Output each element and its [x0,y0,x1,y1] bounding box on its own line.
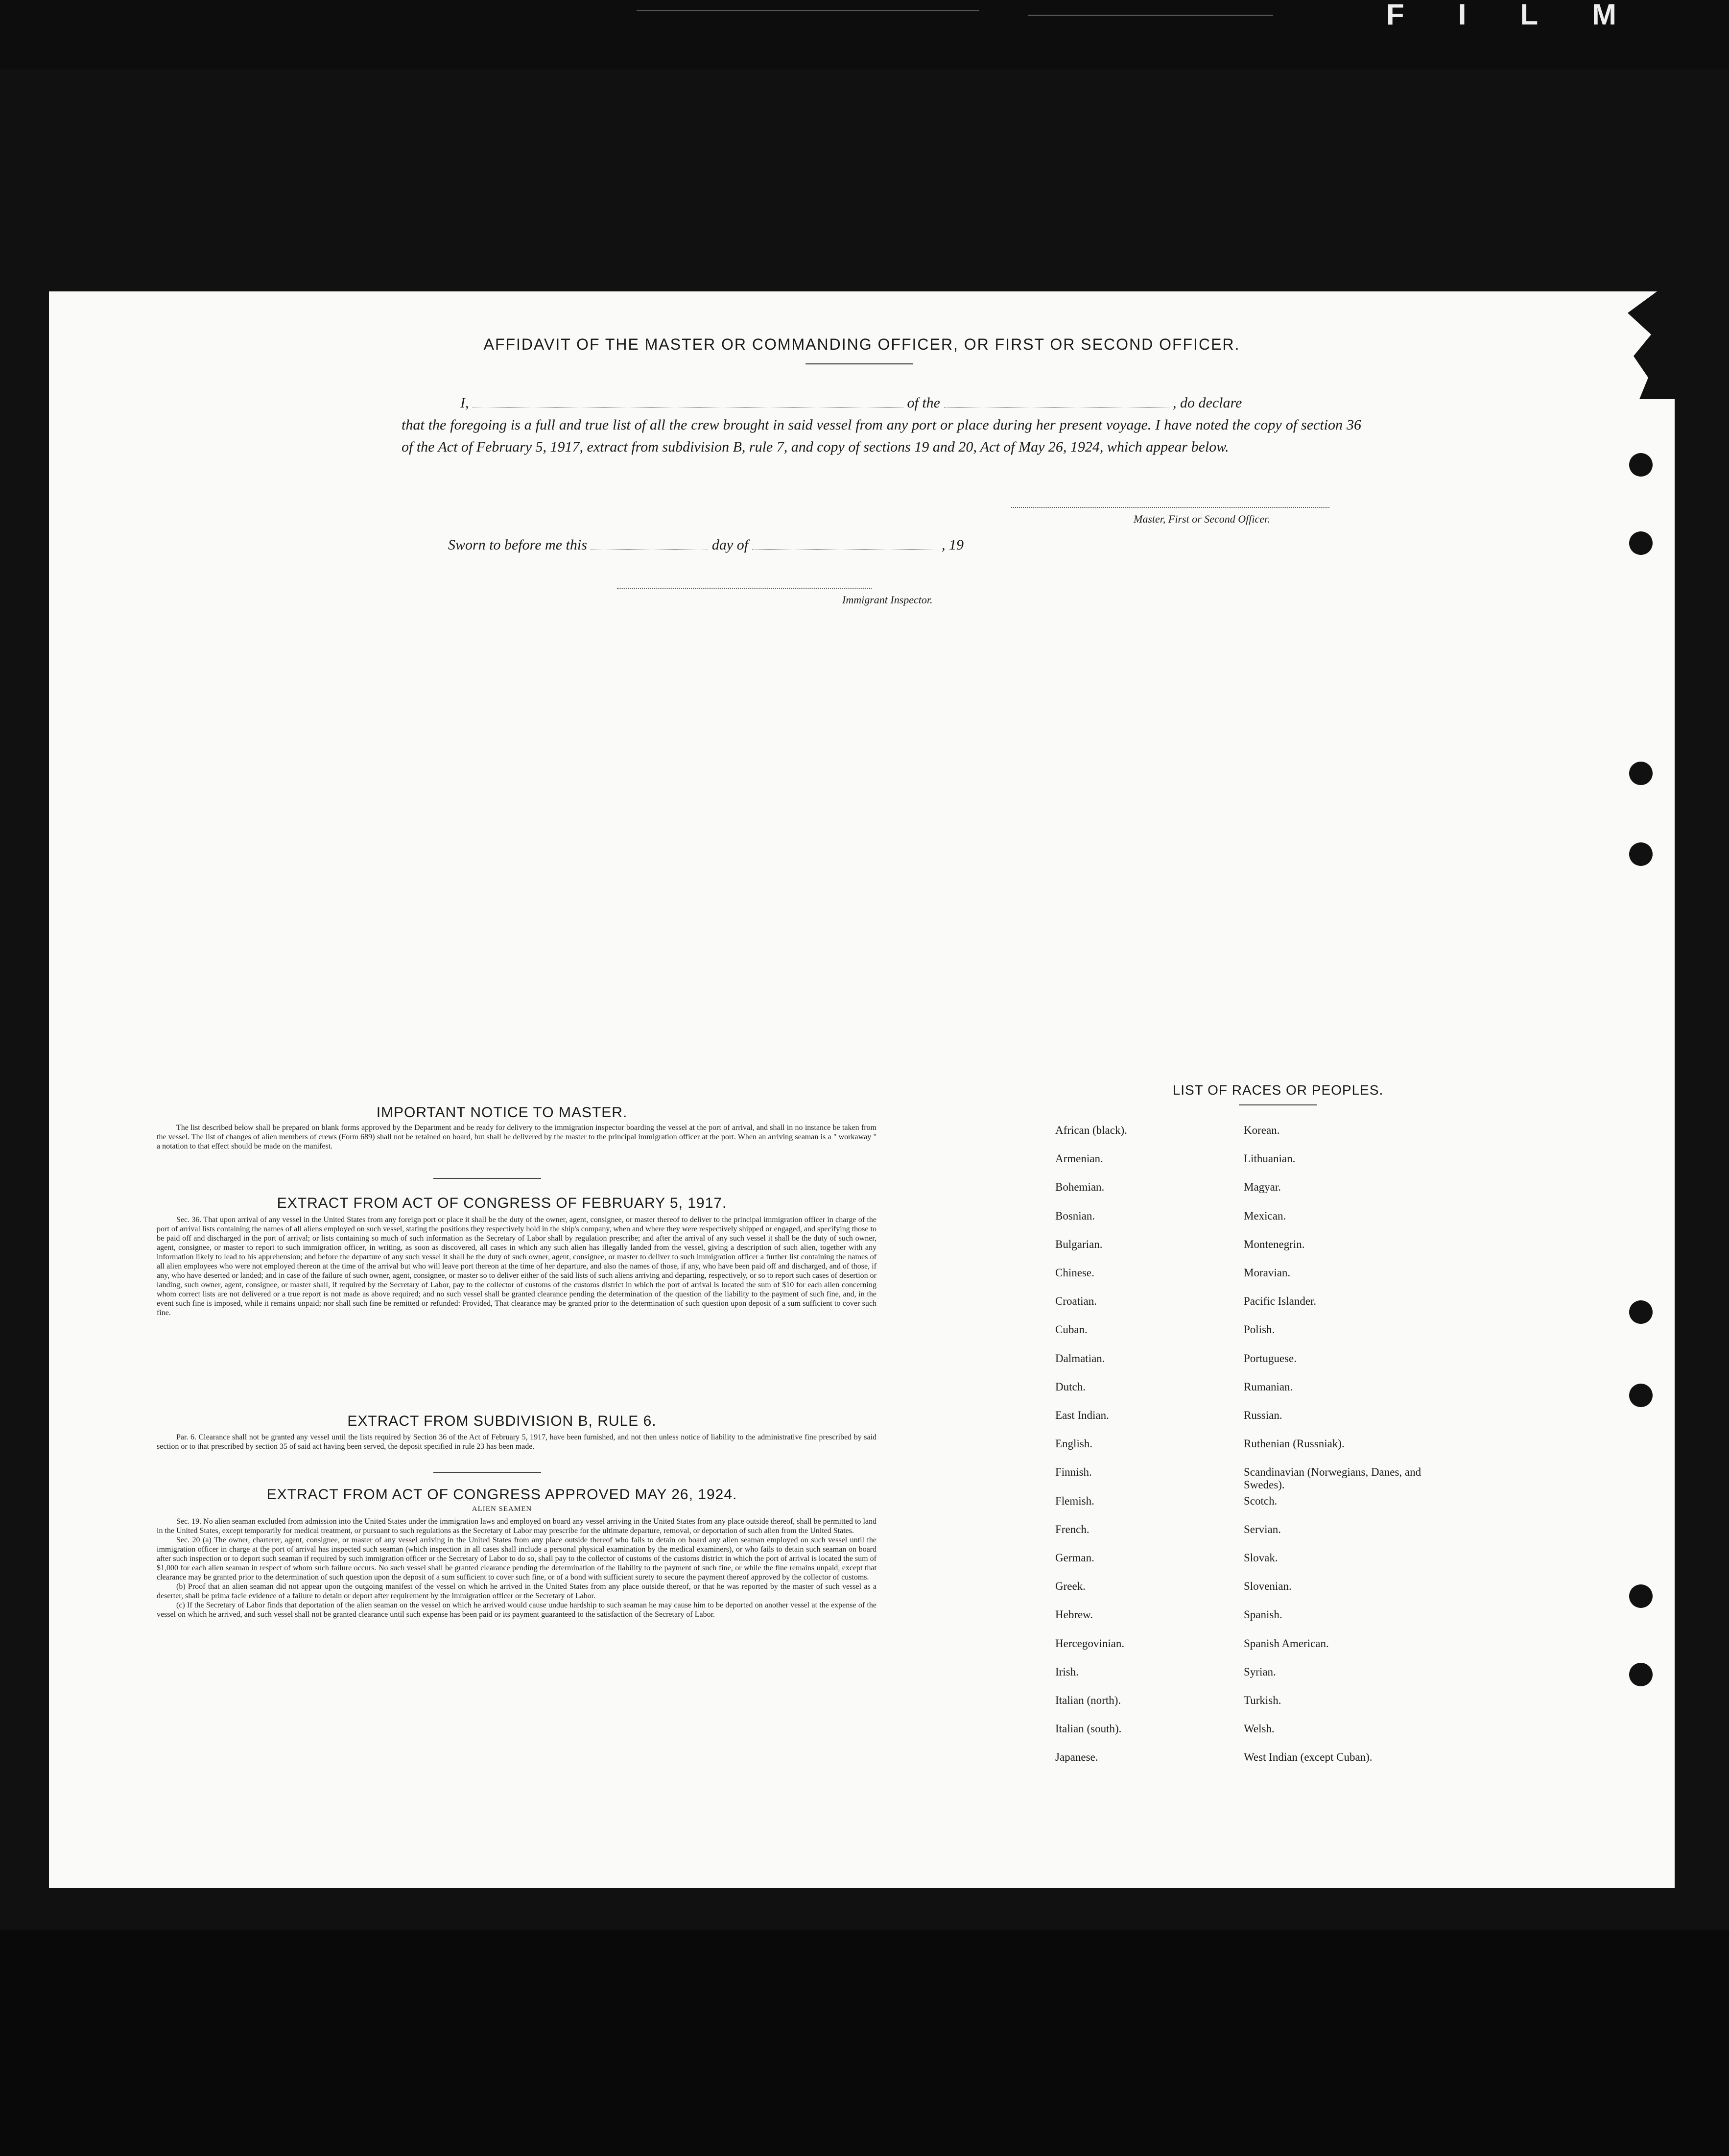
race-item: Pacific Islander. [1244,1295,1317,1308]
vessel-blank[interactable] [944,393,1169,407]
affidavit-of-the: of the [907,395,940,411]
rule6-text [157,1433,876,1451]
punch-hole [1629,453,1653,477]
race-item: Turkish. [1244,1694,1281,1706]
race-item: Servian. [1244,1523,1281,1535]
sec19-paragraph: Sec. 19. No alien seaman excluded from admission into the United States under the immigration laws and employed on board any vessel arriving in the United States from any place outside thereof, shall be permitted to land in the United States, except temporarily for medical treatment, or pursuant to such regulations as the Secretary of Labor may prescribe for the ultimate departure, removal, or deportation of such alien from the United States. [157,1517,876,1535]
race-item: German. [1055,1552,1094,1564]
race-item: Spanish. [1244,1608,1282,1621]
affidavit-first-line [402,392,1361,414]
affidavit-title: AFFIDAVIT OF THE MASTER OR COMMANDING OFFICER, OR FIRST OR SECOND OFFICER. [483,335,1240,353]
punch-hole [1629,531,1653,555]
film-scratch [1028,15,1273,16]
race-item: French. [1055,1523,1090,1535]
race-item: Dutch. [1055,1380,1086,1393]
race-item: Bulgarian. [1055,1238,1103,1250]
race-item: English. [1055,1437,1093,1450]
sworn-day-blank[interactable] [591,536,708,550]
sworn-day-of: day of [711,537,749,553]
race-item: Flemish. [1055,1494,1094,1507]
name-blank[interactable] [473,393,903,407]
race-item: Irish. [1055,1665,1079,1678]
extract-1924-title: EXTRACT FROM ACT OF CONGRESS APPROVED MAY 26, 1924. [266,1486,737,1503]
race-item: Mexican. [1244,1209,1286,1222]
punch-hole [1629,1300,1653,1324]
race-item: Japanese. [1055,1751,1098,1764]
race-item: Armenian. [1055,1152,1103,1165]
race-item: Syrian. [1244,1665,1276,1678]
race-item: Bohemian. [1055,1181,1105,1194]
inspector-caption: Immigrant Inspector. [842,594,933,606]
race-item: Ruthenian (Russniak). [1244,1437,1345,1450]
notice-text [157,1123,876,1151]
race-item: Finnish. [1055,1466,1092,1479]
punch-hole [1629,842,1653,866]
sec20b-paragraph: (b) Proof that an alien seaman did not appear upon the outgoing manifest of the vessel on which he arrived in the United States from any place outside thereof, or that he was reported by the master of such vessel as a deserter, shall be prima facie evidence of a failure to detain or deport after requirement by the immigration officer or the Secretary of Labor. [157,1582,876,1600]
race-item: Bosnian. [1055,1209,1095,1222]
race-item: Slovenian. [1244,1580,1292,1593]
race-item: Montenegrin. [1244,1238,1305,1250]
race-item: Moravian. [1244,1267,1291,1279]
race-item: Slovak. [1244,1552,1278,1564]
race-item: Scotch. [1244,1494,1278,1507]
punch-hole [1629,1663,1653,1686]
punch-hole [1629,1384,1653,1407]
race-item: West Indian (except Cuban). [1244,1751,1373,1764]
race-item: Portuguese. [1244,1352,1297,1365]
race-item: Scandinavian (Norwegians, Danes, and Swedes). [1244,1466,1421,1491]
races-divider [1239,1104,1317,1105]
master-signature-line[interactable] [1011,507,1329,508]
race-item: Hebrew. [1055,1608,1093,1621]
race-item: Lithuanian. [1244,1152,1296,1165]
film-bottom-band [0,1930,1729,2156]
race-item: Korean. [1244,1124,1280,1136]
document-page [49,291,1675,1888]
race-item: East Indian. [1055,1409,1109,1421]
alien-seamen-subtitle: ALIEN SEAMEN [472,1505,532,1513]
sec20a-paragraph: Sec. 20 (a) The owner, charterer, agent, consignee, or master of any vessel arriving in the United States from any place outside thereof who fails to detain on board any alien seaman employed on such vessel until the immigration officer in charge at the port of arrival has inspected such seaman (which inspection in all cases shall include a personal physical examination by the medical examiners), or who fails to detain such seaman on board after such inspection or to deport such seaman if required by such immigration officer or the Secretary of Labor to do so, shall pay to the collector of customs of the customs district in which the port of arrival is located the sum of $1,000 for each alien seaman in respect of whom such failure occurs. No such vessel shall be granted clearance pending the determination of the liability to the payment of such fine, or while the fine remains unpaid, except that clearance may be granted prior to the determination of such question upon the deposit of a sum sufficient to cover such fine, or of a bond with sufficient surety to secure the payment thereof approved by the collector of customs. [157,1536,876,1581]
race-item: Rumanian. [1244,1380,1293,1393]
notice-paragraph: The list described below shall be prepared on blank forms approved by the Department and be ready for delivery to the immigration inspector boarding the vessel at the port of arrival, and shall in no instance be taken from the vessel. The list of changes of alien members of crews (Form 689) shall not be retained on board, but shall be delivered by the master to the principal immigration officer at the port. When an arriving seaman is a " workaway " a notation to that effect should be made on the manifest. [157,1124,876,1150]
race-item: Dalmatian. [1055,1352,1105,1365]
race-item: Greek. [1055,1580,1086,1593]
sworn-line [448,536,964,553]
sworn-prefix: Sworn to before me this [448,537,587,553]
race-item: Hercegovinian. [1055,1637,1125,1650]
race-item: Croatian. [1055,1295,1097,1308]
race-item: Italian (south). [1055,1723,1122,1735]
race-item: Magyar. [1244,1181,1281,1194]
affidavit-text [402,392,1361,458]
affidavit-i: I, [460,395,469,411]
notice-title: IMPORTANT NOTICE TO MASTER. [376,1104,628,1121]
affidavit-body: that the foregoing is a full and true list of all the crew brought in said vessel from any port or place during her present voyage. I have noted the copy of section 36 of the Act of February 5, 1917, extract from subdivision B, rule 7, and copy of sections 19 and 20, Act of May 26, 1924, which appear below. [402,417,1361,455]
extract-1917-title: EXTRACT FROM ACT OF CONGRESS OF FEBRUARY 5, 1917. [277,1195,727,1211]
film-strip [0,0,1729,69]
inspector-signature-line[interactable] [617,588,872,589]
extract-1917-text [157,1215,876,1318]
sworn-month-blank[interactable] [752,536,938,550]
race-item: Cuban. [1055,1323,1088,1336]
extract-1917-paragraph: Sec. 36. That upon arrival of any vessel in the United States from any foreign port or place it shall be the duty of the owner, agent, consignee, or master thereof to deliver to the principal immigration officer in charge of the port of arrival lists containing the names of all aliens employed on such vessel, stating the positions they respectively hold in the ship's company, when and where they were respectively shipped or engaged, and specifying those to be paid off and discharged in the port of arrival; or lists containing so much of such information as the Secretary of Labor shall by regulation prescribe; and after the arrival of any such vessel it shall be the duty of such owner, agent, consignee, or master to report to such immigration officer, in writing, as soon as discovered, all cases in which any such alien has illegally landed from the vessel, giving a description of such alien, together with any information likely to lead to his apprehension; and before the departure of any such vessel it shall be the duty of such owner, agent, consignee, or master to deliver to such immigration officer a further list containing the names of all alien employees who were not employed thereon at the time of the arrival but who will leave port thereon at the time of her departure, and also the names of those, if any, who have been paid off and discharged, and of those, if any, who have deserted or landed; and in case of the failure of such owner, agent, consignee, or master so to deliver either of the said lists of such aliens arriving and departing, respectively, or so to report such cases of desertion or landing, such owner, agent, consignee, or master shall, if required by the Secretary of Labor, pay to the collector of customs of the customs district in which the port of arrival is located the sum of $10 for each alien concerning whom correct lists are not delivered or a true report is not made as above required; and no such vessel shall be granted clearance pending the determination of the question of the liability to the payment of such fine, and, in the event such fine is imposed, while it remains unpaid; nor shall such fine be remitted or refunded: Provided, That clearance may be granted prior to the determination of such question upon deposit of a sum sufficient to cover such fine. [157,1216,876,1317]
race-item: Chinese. [1055,1267,1094,1279]
race-item: African (black). [1055,1124,1127,1136]
races-title: LIST OF RACES OR PEOPLES. [1172,1082,1384,1098]
section-divider [433,1472,541,1473]
film-label: FILM [1386,0,1670,31]
section-divider [433,1178,541,1179]
master-caption: Master, First or Second Officer. [1134,513,1270,525]
extract-1924-text [157,1517,876,1619]
affidavit-do-declare: , do declare [1173,395,1242,411]
title-underline [805,363,913,364]
race-item: Polish. [1244,1323,1275,1336]
rule6-paragraph: Par. 6. Clearance shall not be granted any vessel until the lists required by Section 36 of the Act of February 5, 1917, have been furnished, and not then unless notice of liability to the administrative fine prescribed by said section or to that prescribed by section 35 of said act having been served, the deposit specified in rule 23 has been made. [157,1433,876,1451]
punch-hole [1629,1584,1653,1608]
sec20c-paragraph: (c) If the Secretary of Labor finds that deportation of the alien seaman on the vessel on which he arrived would cause undue hardship to such seaman he may cause him to be deported on another vessel at the expense of the vessel on which he arrived, and such vessel shall not be granted clearance until such expense has been paid or its payment guaranteed to the satisfaction of the Secretary of Labor. [157,1601,876,1619]
race-item: Italian (north). [1055,1694,1121,1706]
race-item: Spanish American. [1244,1637,1329,1650]
sworn-year: , 19 [942,537,964,553]
punch-hole [1629,762,1653,785]
race-item: Russian. [1244,1409,1282,1421]
race-item: Welsh. [1244,1723,1275,1735]
film-scratch [637,10,979,11]
rule6-title: EXTRACT FROM SUBDIVISION B, RULE 6. [347,1413,657,1429]
